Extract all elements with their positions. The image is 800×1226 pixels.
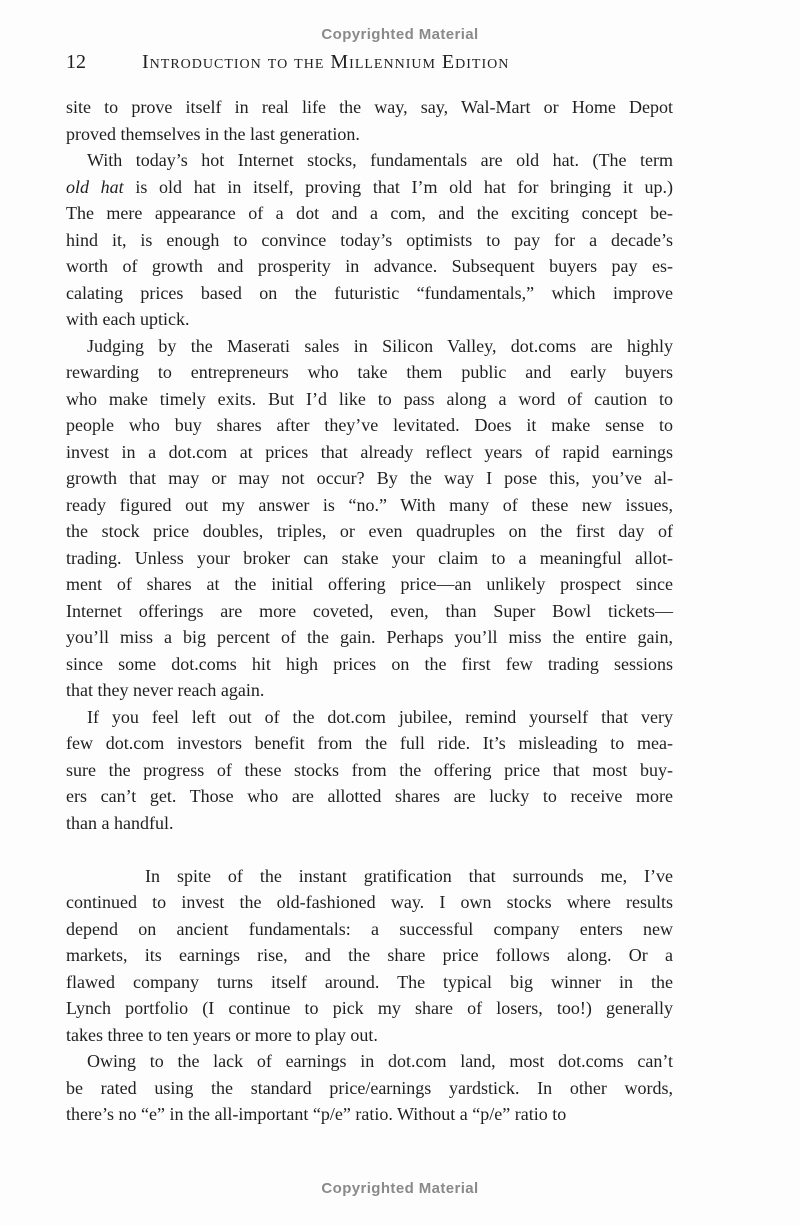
text-line: depend on ancient fundamentals: a successful company enters new [66, 918, 673, 939]
running-title: Introduction to the Millennium Edition [142, 51, 510, 73]
text-line: than a handful. [66, 812, 174, 833]
text-line: Owing to the lack of earnings in dot.com land, most dot.coms can’t [87, 1051, 673, 1071]
paragraph [66, 333, 673, 704]
copyright-watermark-bottom: Copyrighted Material [321, 1180, 479, 1197]
text-line: In spite of the instant gratification that surrounds me, I’ve [145, 865, 673, 886]
paragraph [66, 1048, 673, 1128]
text-line: hind it, is enough to convince today’s optimists to pay for a decade’s [66, 229, 673, 250]
text-line: site to prove itself in real life the way, say, Wal-Mart or Home Depot [66, 97, 673, 117]
text-line: takes three to ten years or more to play out. [66, 1024, 378, 1045]
text-line: be rated using the standard price/earnings yardstick. In other words, [66, 1077, 673, 1098]
text-line: there’s no “e” in the all-important “p/e” ratio. Without a “p/e” ratio to [66, 1104, 567, 1124]
text-line: Internet offerings are more coveted, even, than Super Bowl tickets— [66, 600, 673, 621]
copyright-watermark-top: Copyrighted Material [321, 26, 479, 43]
text-line: who make timely exits. But I’d like to pass along a word of caution to [66, 388, 673, 409]
body-text [66, 94, 673, 1128]
text-line: with each uptick. [66, 309, 190, 329]
text-line: With today’s hot Internet stocks, fundamentals are old hat. (The term [87, 150, 673, 170]
text-line: Lynch portfolio (I continue to pick my share of losers, too!) generally [66, 998, 673, 1018]
paragraph [66, 147, 673, 333]
text-line: that they never reach again. [66, 680, 265, 700]
text-line: trading. Unless your broker can stake your claim to a meaningful allot- [66, 547, 673, 568]
page-header [66, 51, 509, 74]
text-line: rewarding to entrepreneurs who take them public and early buyers [66, 362, 673, 382]
text-line: you’ll miss a big percent of the gain. Perhaps you’ll miss the entire gain, [66, 627, 673, 647]
text-line: growth that may or may not occur? By the way I pose this, you’ve al- [66, 468, 673, 488]
text-line: continued to invest the old-fashioned way. I own stocks where results [66, 892, 673, 912]
text-line: ment of shares at the initial offering price—an unlikely prospect since [66, 574, 673, 594]
text-line: proved themselves in the last generation. [66, 123, 360, 144]
paragraph [66, 863, 673, 1049]
text-line: since some dot.coms hit high prices on the first few trading sessions [66, 653, 673, 674]
text-line: calating prices based on the futuristic “fundamentals,” which improve [66, 282, 673, 303]
text-line: old hat is old hat in itself, proving that I’m old hat for bringing it up.) [66, 176, 673, 197]
paragraph [66, 704, 673, 837]
text-line: ready figured out my answer is “no.” With many of these new issues, [66, 494, 673, 515]
text-line: worth of growth and prosperity in advance. Subsequent buyers pay es- [66, 256, 673, 276]
text-line: The mere appearance of a dot and a com, and the exciting concept be- [66, 203, 673, 223]
paragraph [66, 94, 673, 147]
text-line: Judging by the Maserati sales in Silicon Valley, dot.coms are highly [87, 335, 673, 356]
text-line: the stock price doubles, triples, or even quadruples on the first day of [66, 521, 673, 541]
text-line: flawed company turns itself around. The typical big winner in the [66, 971, 673, 992]
text-line: few dot.com investors benefit from the full ride. It’s misleading to mea- [66, 733, 673, 753]
text-line: invest in a dot.com at prices that already reflect years of rapid earnings [66, 441, 673, 462]
text-line: markets, its earnings rise, and the share price follows along. Or a [66, 945, 673, 965]
text-line: sure the progress of these stocks from the offering price that most buy- [66, 759, 673, 780]
page-number: 12 [66, 51, 86, 73]
text-line: people who buy shares after they’ve levitated. Does it make sense to [66, 415, 673, 435]
text-line: ers can’t get. Those who are allotted shares are lucky to receive more [66, 786, 673, 806]
text-line: If you feel left out of the dot.com jubilee, remind yourself that very [87, 706, 673, 727]
